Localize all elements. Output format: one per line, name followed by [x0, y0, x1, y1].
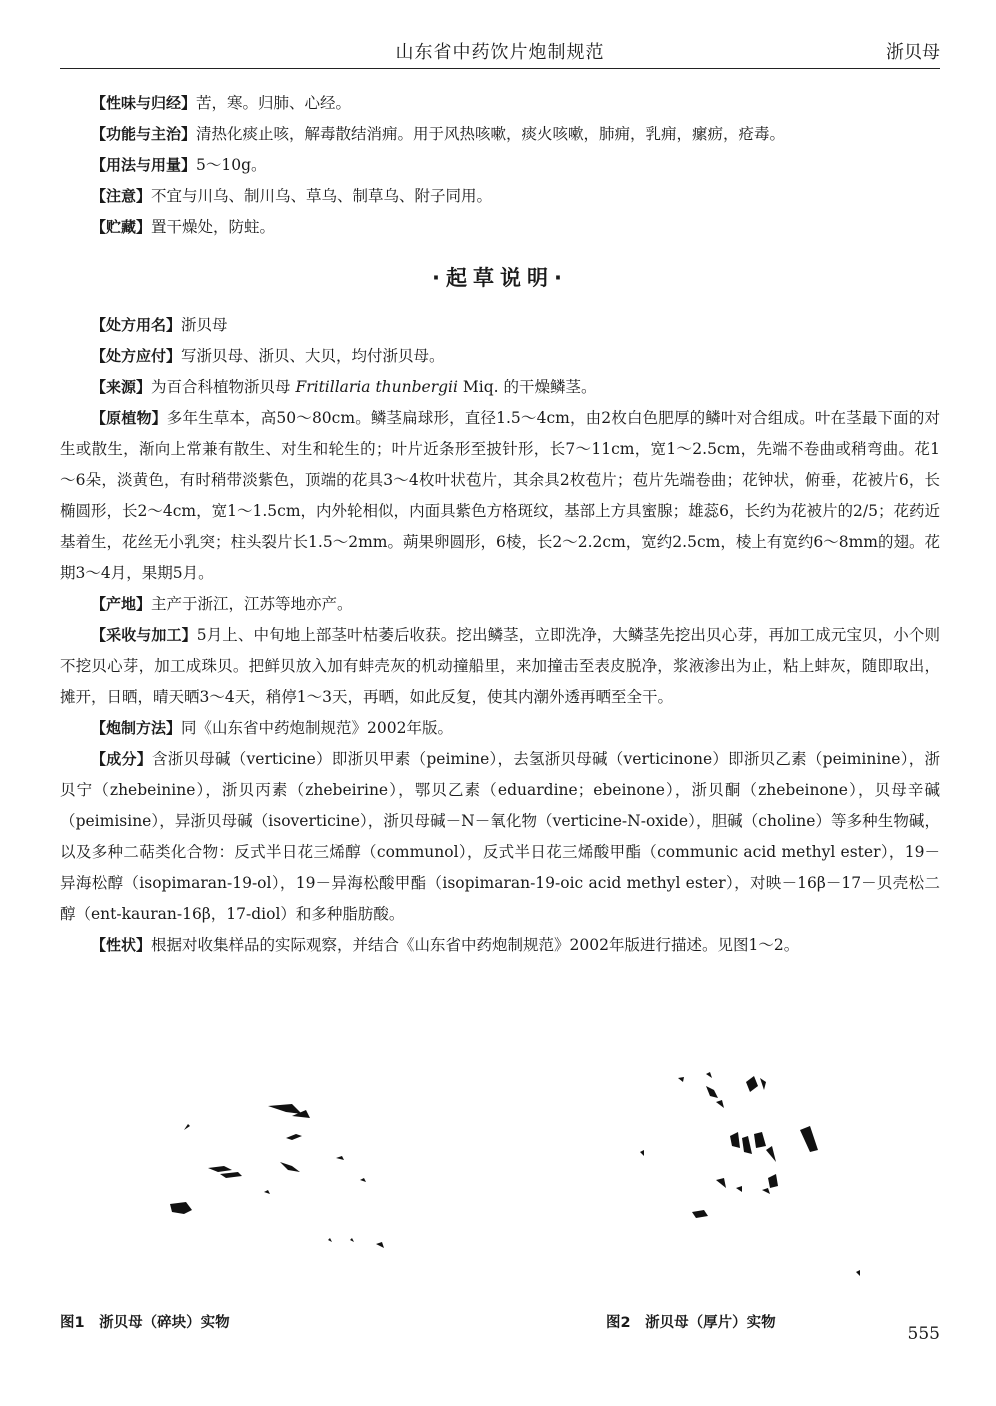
figure-2-caption: 图2 浙贝母（厚片）实物 — [606, 1315, 776, 1331]
label-taste: 【性味与归经】 — [91, 94, 197, 112]
label-dispensing: 【处方应付】 — [91, 347, 182, 365]
text-taste: 苦，寒。归肺、心经。 — [196, 94, 352, 112]
label-origin: 【产地】 — [91, 595, 152, 613]
text-usage: 5～10g。 — [196, 156, 267, 174]
text-prescription-name: 浙贝母 — [181, 316, 228, 334]
section-title: ·起草说明· — [432, 266, 568, 290]
label-usage: 【用法与用量】 — [91, 156, 197, 174]
label-prescription-name: 【处方用名】 — [91, 316, 182, 334]
para-source — [60, 372, 940, 403]
para-prescription-name — [60, 310, 940, 341]
text-origin: 主产于浙江，江苏等地亦产。 — [151, 595, 353, 613]
figures — [60, 1062, 940, 1332]
para-usage — [60, 150, 940, 181]
text-processing: 同《山东省中药炮制规范》2002年版。 — [181, 719, 453, 737]
label-harvest: 【采收与加工】 — [91, 626, 197, 644]
label-plant: 【原植物】 — [91, 409, 167, 427]
para-characteristics — [60, 930, 940, 961]
text-source-post: Miq. 的干燥鳞茎。 — [457, 378, 597, 396]
header-section: 浙贝母 — [886, 42, 940, 63]
label-source: 【来源】 — [91, 378, 152, 396]
label-function: 【功能与主治】 — [91, 125, 197, 143]
main-content — [60, 88, 940, 961]
figure-1-image — [60, 1062, 490, 1292]
para-origin — [60, 589, 940, 620]
para-dispensing — [60, 341, 940, 372]
para-caution — [60, 181, 940, 212]
para-components — [60, 744, 940, 930]
text-function: 清热化痰止咳，解毒散结消痈。用于风热咳嗽，痰火咳嗽，肺痈，乳痈，瘰疬，疮毒。 — [196, 125, 786, 143]
label-components: 【成分】 — [91, 750, 153, 768]
para-plant — [60, 403, 940, 589]
label-storage: 【贮藏】 — [91, 218, 152, 236]
text-characteristics: 根据对收集样品的实际观察，并结合《山东省中药炮制规范》2002年版进行描述。见图1～2。 — [151, 936, 800, 954]
text-source-latin: Fritillaria thunbergii — [295, 378, 458, 396]
label-caution: 【注意】 — [91, 187, 152, 205]
text-plant: 多年生草本，高50～80cm。鳞茎扁球形，直径1.5～4cm，由2枚白色肥厚的鳞叶对合组成。叶在茎最下面的对生或散生，渐向上常兼有散生、对生和轮生的；叶片近条形至披针形，长7～11cm，宽1～2.5cm，先端不卷曲或稍弯曲。花1～6朵，淡黄色，有时稍带淡紫色，顶端的花具3～4枚叶状苞片，其余具2枚苞片；苞片先端卷曲；花钟状，俯垂，花被片6，长椭圆形，长2～4cm，宽1～1.5cm，内外轮相似，内面具紫色方格斑纹，基部上方具蜜腺；雄蕊6，长约为花被片的2/5；花药近基着生，花丝无小乳突；柱头裂片长1.5～2mm。蒴果卵圆形，6棱，长2～2.2cm，宽约2.5cm，棱上有宽约6～8mm的翅。花期3～4月，果期5月。 — [60, 409, 940, 582]
para-storage — [60, 212, 940, 243]
text-caution: 不宜与川乌、制川乌、草乌、制草乌、附子同用。 — [151, 187, 493, 205]
page-number: 555 — [907, 1324, 940, 1344]
figure-1-caption: 图1 浙贝母（碎块）实物 — [60, 1315, 230, 1331]
text-components: 含浙贝母碱（verticine）即浙贝甲素（peimine），去氢浙贝母碱（verticinone）即浙贝乙素（peiminine），浙贝宁（zhebeinine），浙贝丙素（zhebeirine），鄂贝乙素（eduardine；ebeinone），浙贝酮（zhebeinone），贝母辛碱（peimisine），异浙贝母碱（isoverticine），浙贝母碱－N－氧化物（verticine-N-oxide），胆碱（choline）等多种生物碱，以及多种二萜类化合物：反式半日花三烯醇（communol），反式半日花三烯酸甲酯（communic acid methyl ester），19－异海松醇（isopimaran-19-ol），19－异海松酸甲酯（isopimaran-19-oic acid methyl ester），对映－16β－17－贝壳松二醇（ent-kauran-16β，17-diol）和多种脂肪酸。 — [60, 750, 940, 923]
para-harvest — [60, 620, 940, 713]
label-processing: 【炮制方法】 — [91, 719, 182, 737]
figure-1 — [60, 1062, 490, 1332]
figure-2-image — [606, 1062, 940, 1292]
figure-2 — [606, 1062, 940, 1332]
text-source-pre: 为百合科植物浙贝母 — [151, 378, 296, 396]
text-harvest: 5月上、中旬地上部茎叶枯萎后收获。挖出鳞茎，立即洗净，大鳞茎先挖出贝心芽，再加工成元宝贝，小个则不挖贝心芽，加工成珠贝。把鲜贝放入加有蚌壳灰的机动撞船里，来加撞击至表皮脱净，浆液渗出为止，粘上蚌灰，随即取出，摊开，日晒，晴天晒3～4天，稍停1～3天，再晒，如此反复，使其内潮外透再晒至全干。 — [60, 626, 940, 706]
para-taste — [60, 88, 940, 119]
text-dispensing: 写浙贝母、浙贝、大贝，均付浙贝母。 — [181, 347, 445, 365]
running-header — [60, 28, 940, 69]
header-title: 山东省中药饮片炮制规范 — [395, 42, 605, 63]
text-storage: 置干燥处，防蛀。 — [151, 218, 276, 236]
para-function — [60, 119, 940, 150]
label-characteristics: 【性状】 — [91, 936, 152, 954]
para-processing — [60, 713, 940, 744]
